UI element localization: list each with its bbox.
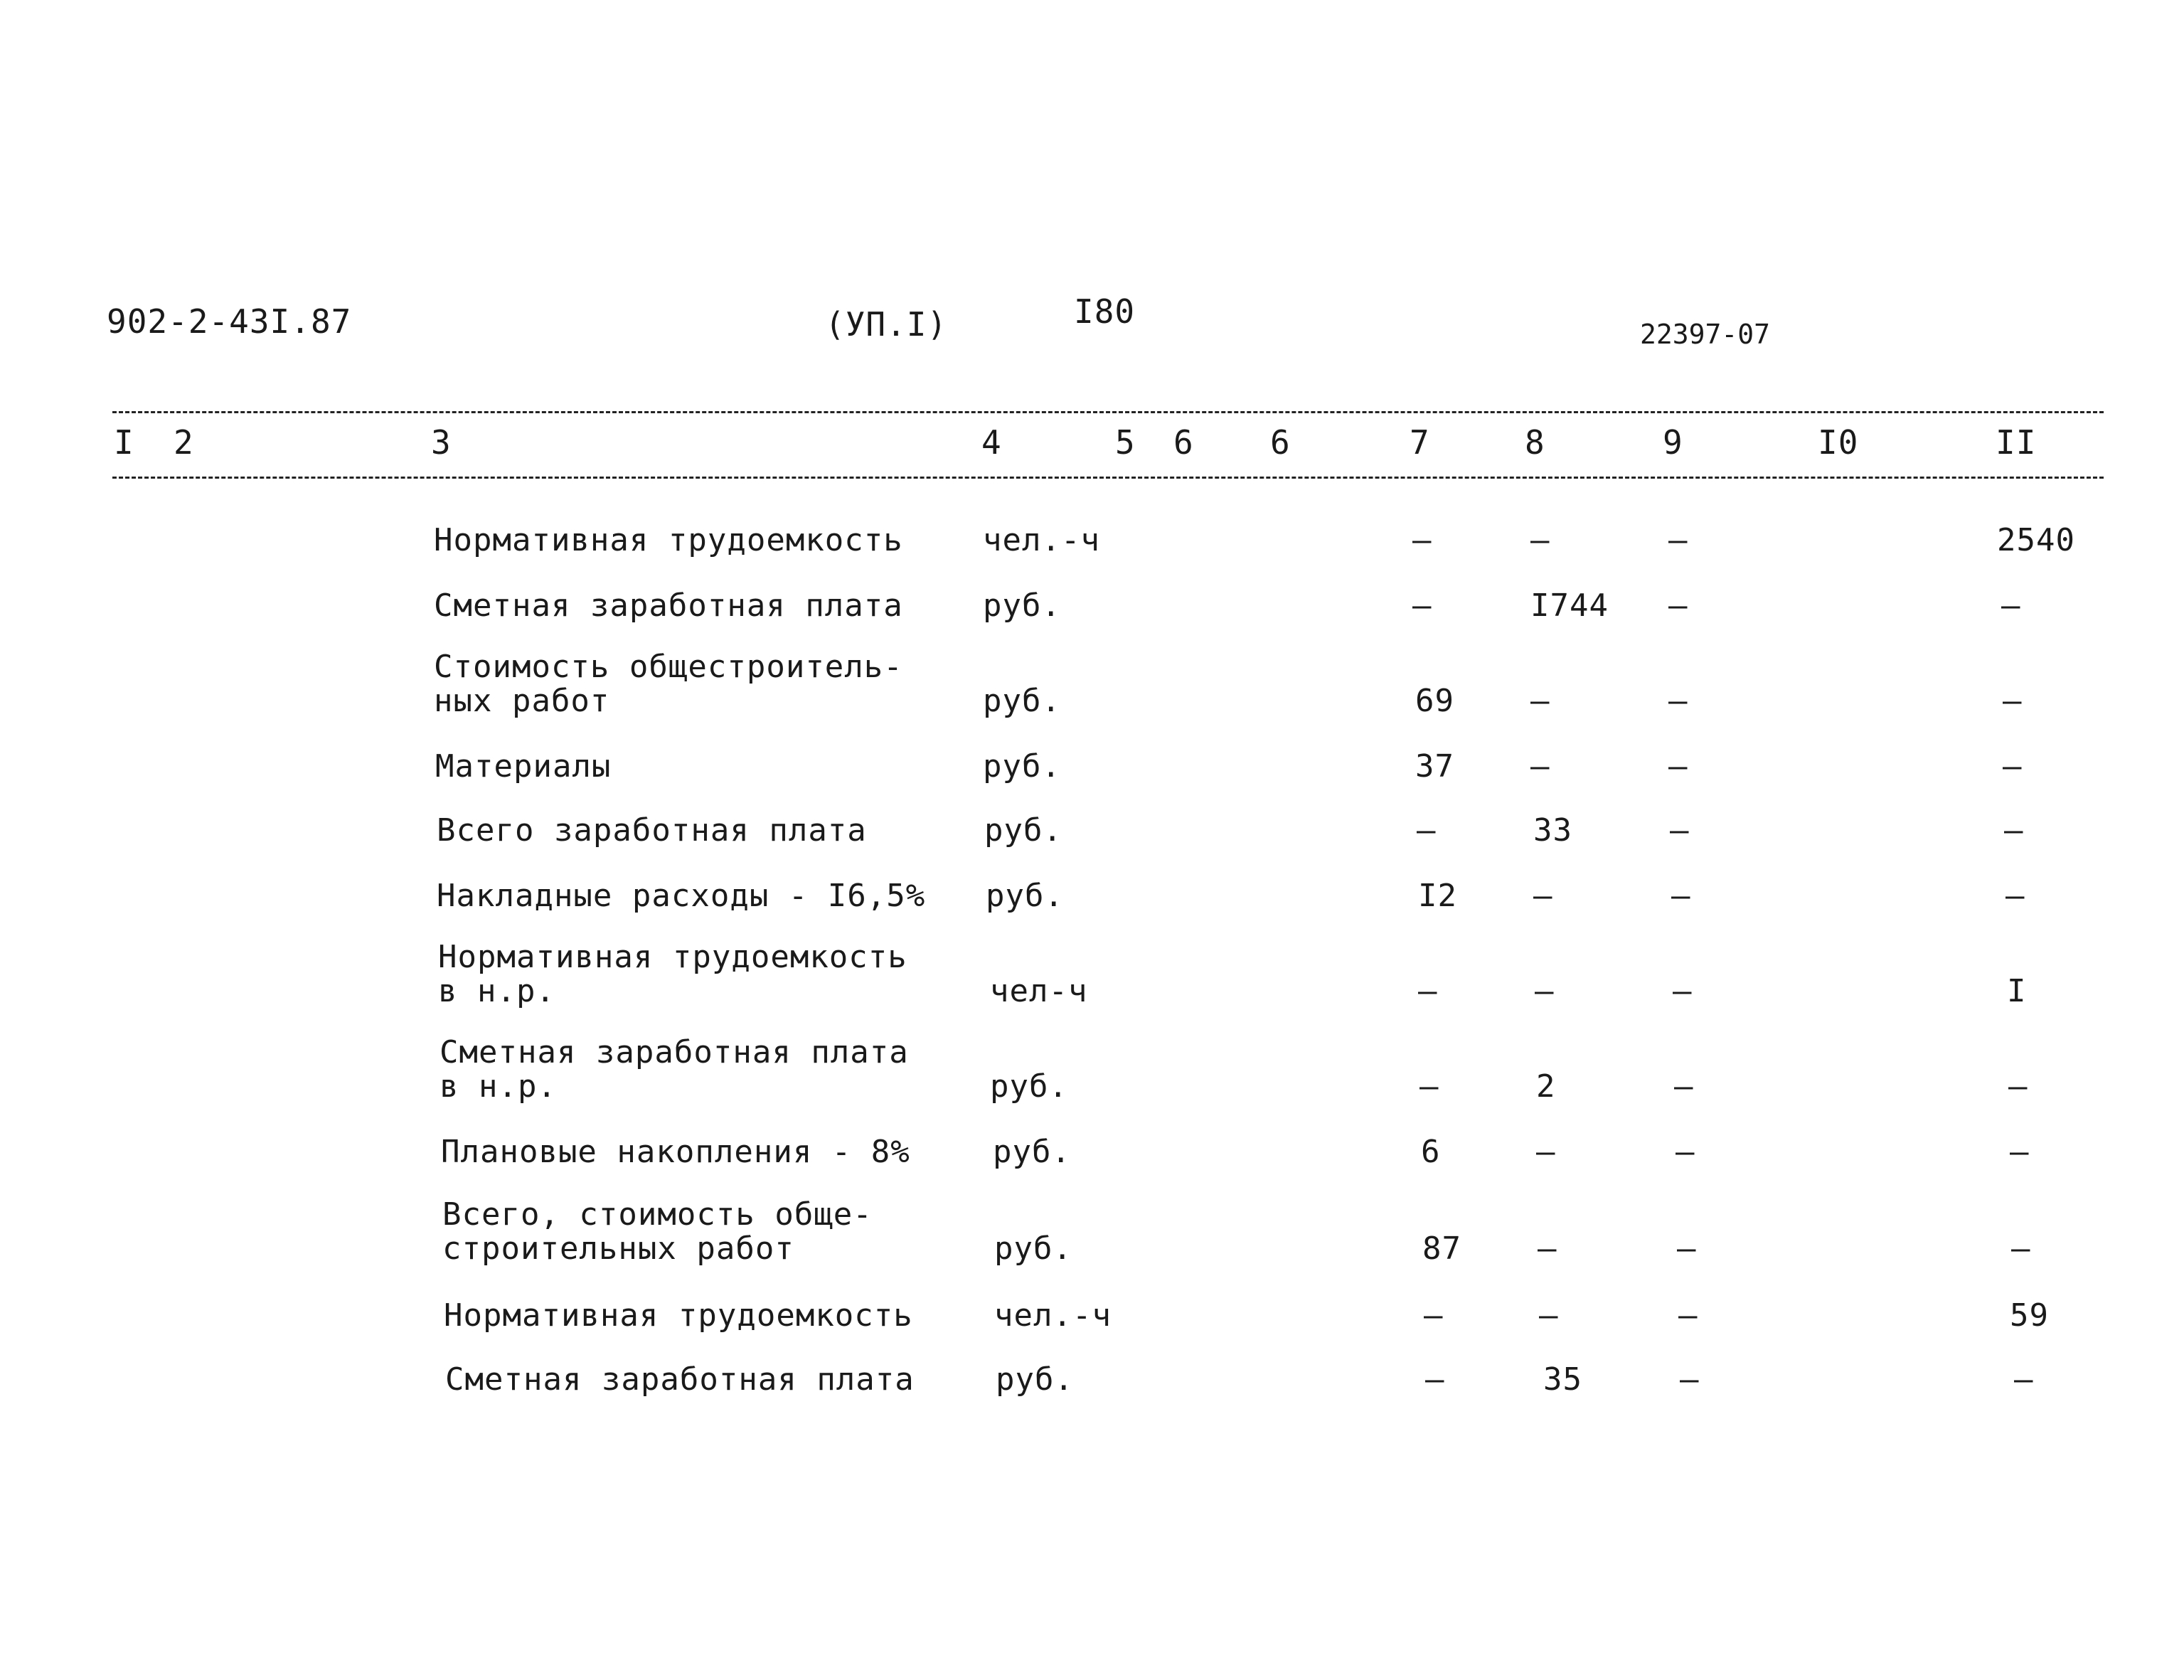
cell-col11: I (2007, 973, 2027, 1009)
cell-col11: – (2003, 683, 2023, 719)
column-number: 6 (1270, 423, 1291, 462)
row-label-continued: ных работ (434, 683, 610, 719)
cell-col7: – (1424, 1297, 1444, 1334)
section-label: (УП.I) (825, 305, 948, 344)
table-header-bottom-rule (112, 477, 2104, 479)
row-unit: руб. (996, 1361, 1074, 1398)
cell-col8: – (1539, 1297, 1559, 1334)
cell-col8: – (1535, 973, 1555, 1009)
cell-col7: – (1425, 1361, 1445, 1398)
cell-col7: I2 (1418, 878, 1457, 914)
cell-col9: – (1674, 1068, 1694, 1105)
column-number: 4 (981, 423, 1002, 462)
row-unit: руб. (986, 878, 1064, 914)
cell-col7: 87 (1422, 1230, 1461, 1267)
cell-col9: – (1680, 1361, 1700, 1398)
column-number: 9 (1663, 423, 1683, 462)
cell-col11: – (2010, 1134, 2030, 1170)
row-label: Накладные расходы - I6,5% (437, 878, 926, 914)
row-unit: чел.-ч (994, 1297, 1112, 1334)
cell-col8: – (1530, 522, 1550, 558)
row-label: Нормативная трудоемкость (444, 1297, 913, 1334)
row-label: Всего заработная плата (437, 812, 867, 849)
row-unit: руб. (984, 812, 1062, 849)
cell-col11: – (2011, 1230, 2031, 1267)
row-unit: руб. (983, 588, 1061, 624)
column-number: 8 (1525, 423, 1545, 462)
row-label: Нормативная трудоемкость (438, 939, 907, 975)
cell-col7: 37 (1415, 748, 1454, 785)
column-number: I (114, 423, 134, 462)
document-code: 902-2-43I.87 (107, 302, 352, 341)
page-number: I80 (1074, 292, 1136, 331)
row-label: Материалы (435, 748, 612, 785)
table-header-top-rule (112, 411, 2104, 413)
cell-col8: 33 (1533, 812, 1572, 849)
cell-col11: – (2001, 588, 2021, 624)
cell-col9: – (1677, 1230, 1697, 1267)
cell-col11: 2540 (1997, 522, 2075, 558)
cell-col8: 35 (1543, 1361, 1582, 1398)
row-label: Всего, стоимость обще- (442, 1196, 873, 1233)
column-number: 5 (1115, 423, 1136, 462)
row-unit: руб. (983, 748, 1061, 785)
cell-col11: – (2005, 878, 2025, 914)
row-label: Сметная заработная плата (440, 1034, 909, 1070)
cell-col9: – (1668, 522, 1688, 558)
cell-col8: – (1536, 1134, 1556, 1170)
cell-col8: 2 (1536, 1068, 1556, 1105)
cell-col7: 6 (1421, 1134, 1441, 1170)
column-number: 3 (431, 423, 452, 462)
cell-col8: I744 (1530, 588, 1609, 624)
cell-col8: – (1530, 683, 1550, 719)
row-unit: руб. (994, 1230, 1072, 1267)
cell-col8: – (1533, 878, 1553, 914)
cell-col11: – (2004, 812, 2024, 849)
cell-col9: – (1671, 878, 1691, 914)
cell-col8: – (1538, 1230, 1557, 1267)
cell-col9: – (1673, 973, 1693, 1009)
row-label: Нормативная трудоемкость (434, 522, 903, 558)
cell-col11: – (2003, 748, 2023, 785)
row-label-continued: строительных работ (442, 1230, 794, 1267)
archive-stamp: 22397-07 (1640, 319, 1771, 350)
row-label-continued: в н.р. (438, 973, 555, 1009)
cell-col7: – (1412, 522, 1432, 558)
row-label: Стоимость общестроитель- (434, 649, 903, 685)
cell-col9: – (1668, 588, 1688, 624)
cell-col11: – (2008, 1068, 2028, 1105)
column-number: 2 (174, 423, 194, 462)
column-number: I0 (1818, 423, 1859, 462)
cell-col7: 69 (1415, 683, 1454, 719)
row-label: Сметная заработная плата (434, 588, 903, 624)
cell-col9: – (1668, 748, 1688, 785)
cell-col9: – (1678, 1297, 1698, 1334)
cell-col9: – (1676, 1134, 1695, 1170)
row-label-continued: в н.р. (440, 1068, 557, 1105)
row-unit: чел-ч (990, 973, 1088, 1009)
cell-col8: – (1530, 748, 1550, 785)
row-unit: руб. (983, 683, 1061, 719)
column-number: II (1996, 423, 2037, 462)
row-unit: руб. (990, 1068, 1068, 1105)
cell-col7: – (1417, 812, 1437, 849)
cell-col11: – (2014, 1361, 2034, 1398)
row-label: Сметная заработная плата (445, 1361, 915, 1398)
column-number: 6 (1173, 423, 1194, 462)
cell-col7: – (1412, 588, 1432, 624)
row-unit: чел.-ч (983, 522, 1100, 558)
cell-col7: – (1419, 1068, 1439, 1105)
cell-col9: – (1668, 683, 1688, 719)
column-number: 7 (1410, 423, 1430, 462)
cell-col7: – (1418, 973, 1438, 1009)
row-unit: руб. (993, 1134, 1071, 1170)
row-label: Плановые накопления - 8% (441, 1134, 910, 1170)
cell-col9: – (1670, 812, 1690, 849)
cell-col11: 59 (2010, 1297, 2049, 1334)
